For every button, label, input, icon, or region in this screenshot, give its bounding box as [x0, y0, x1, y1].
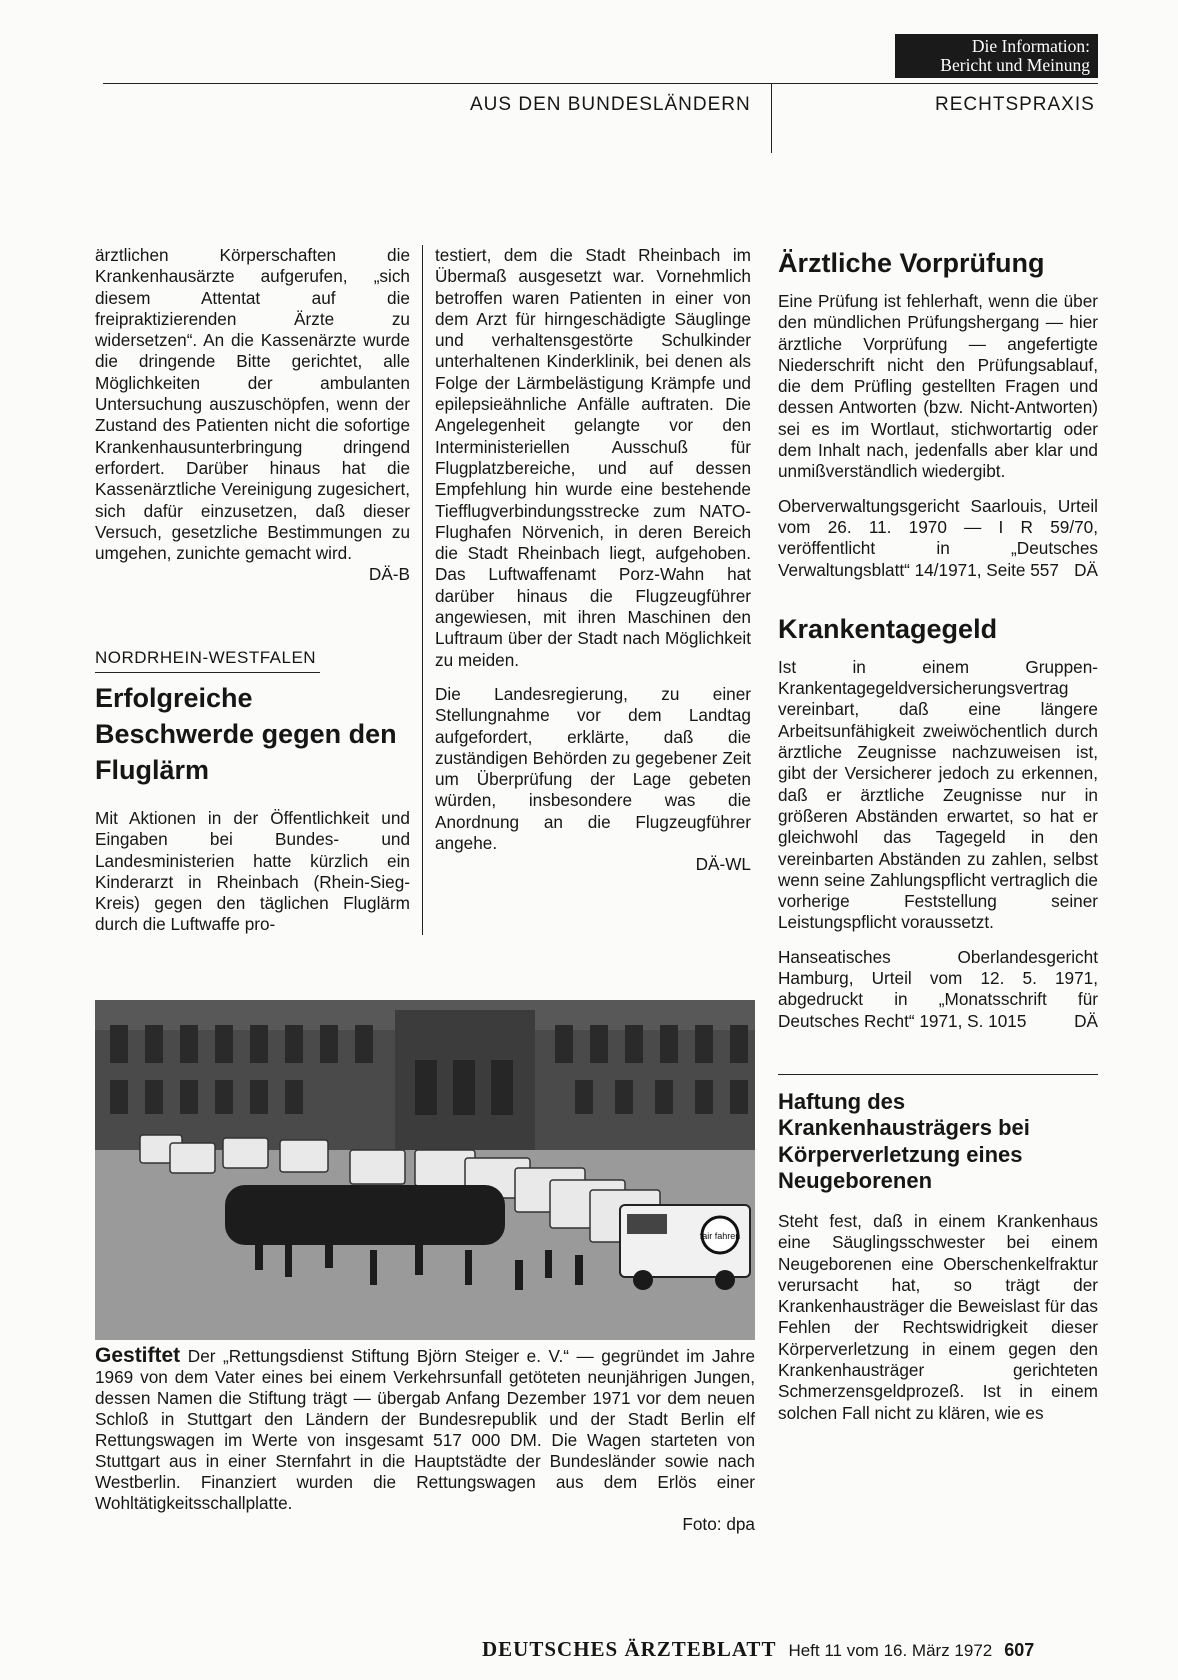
fluglaerm-paragraph-2: Die Landesregierung, zu einer Stellungnahme vor dem Landtag aufgefordert, erklärte, daß die zuständigen Behörden zu gegebener Zeit um Überprüfung der Lage gebeten würden, insbesondere was die Anordnung an die Flugzeugführer angehe. — [435, 683, 751, 854]
footer-journal: DEUTSCHES ÄRZTEBLATT — [482, 1637, 777, 1661]
fluglaerm-paragraph-1: testiert, dem die Stadt Rheinbach im Übermaß ausgesetzt war. Vornehmlich betroffen waren Patienten in einer von dem Arzt für hirngeschädigte Säuglinge und verhaltensgestörte Schulkinder unterhaltenen Kinderklinik, bei denen als Folge der Lärmbelästigung Krämpfe und epilepsieähnliche Anfälle auftraten. Die Angelegenheit gelangte vor den Interministeriellen Ausschuß für Flugplatzbereiche, und auf dessen Empfehlung hin wurde eine bestehende Tiefflugverbindungsstrecke zum NATO-Flughafen Nörvenich, in deren Bereich die Stadt Rheinbach liegt, aufgehoben. Das Luftwaffenamt Porz-Wahn hat darüber hinaus die Flugzeugführer angewiesen, mit ihren Maschinen den Luftraum über der Stadt nach Möglichkeit zu meiden. — [435, 245, 751, 670]
kicker-rule — [95, 672, 320, 673]
headline-haftung: Haftung des Krankenhausträgers bei Körperverletzung eines Neugeborenen — [778, 1088, 1030, 1194]
column-rule-1 — [422, 245, 423, 935]
header-rule — [103, 83, 1098, 84]
palace-scene-illustration — [95, 1000, 755, 1340]
signature-dae-wl: DÄ-WL — [695, 854, 751, 875]
krankentagegeld-citation: Hanseatisches Oberlandesgericht Hamburg, Urteil vom 12. 5. 1971, abgedruckt in „Monatsschrift für Deutsches Recht“ 1971, S. 1015 — [778, 946, 1098, 1031]
signature-krankentagegeld: DÄ — [1074, 1010, 1098, 1031]
signature-vorpruefung: DÄ — [1074, 559, 1098, 580]
vorpruefung-text: Eine Prüfung ist fehlerhaft, wenn die über den mündlichen Prüfungshergang — hier ärztliche Vorprüfung — angefertigte Niederschrift nicht den Prüfungsablauf, die dem Prüfling gestellten Fragen und dessen Antworten (bzw. Nicht-Antworten) sei es im Wortlaut, stichwortartig oder dem Inhalt nach, jedenfalls aber klar und unmißverständlich wiedergibt. — [778, 291, 1098, 482]
krankentagegeld-text: Ist in einem Gruppen-Krankentagegeldversicherungsvertrag vereinbart, daß eine längere Arbeitsunfähigkeit zweiwöchentlich durch ärztliche Zeugnisse nachzuweisen ist, gibt der Versicherer jedoch zu erkennen, daß er ärztliche Zeugnisse nur in größeren Abständen erwartet, so hat er gleichwohl das Tagegeld in den vereinbarten Abständen zu zahlen, selbst wenn seine Zahlungspflicht vertraglich die vorherige Feststellung seiner Leistungspflicht voraussetzt. — [778, 656, 1098, 933]
footer-issue: Heft 11 vom 16. März 1972 — [788, 1641, 993, 1660]
column-2 — [435, 245, 751, 876]
section-title-left: AUS DEN BUNDESLÄNDERN — [470, 94, 751, 115]
van-label: fair fahren — [699, 1231, 741, 1241]
photo-rettungswagen — [95, 1000, 755, 1340]
department-label — [895, 34, 1098, 78]
article-fluglaerm-body — [95, 808, 410, 936]
photo-caption — [95, 1345, 755, 1535]
header-divider — [771, 83, 772, 153]
department-label-line1: Die Information: — [971, 36, 1090, 56]
caption-text: Der „Rettungsdienst Stiftung Björn Steiger e. V.“ — gegründet im Jahre 1969 von dem Vater eines bei einem Verkehrsunfall getöteten neunjährigen Jungen, dessen Namen die Stiftung trägt — übergab Anfang Dezember 1971 vor dem neuen Schloß in Stuttgart den Ländern der Bundesrepublik und der Stadt Berlin elf Rettungswagen im Werte von insgesamt 517 000 DM. Die Wagen starteten von Stuttgart aus in einer Sternfahrt in die Hauptstädte der Bundesländer sowie nach Westberlin. Finanziert wurden die Rettungswagen aus dem Erlös einer Wohltätigkeitsschallplatte. — [95, 1346, 756, 1513]
kicker-nrw: NORDRHEIN-WESTFALEN — [95, 648, 317, 667]
headline-krankentagegeld: Krankentagegeld — [778, 613, 998, 644]
section-title-right: RECHTSPRAXIS — [935, 94, 1095, 115]
caption-heading: Gestiftet — [95, 1344, 181, 1367]
signature-dae-b: DÄ-B — [368, 564, 410, 585]
continuation-text: ärztlichen Körperschaften die Krankenhausärzte aufgerufen, „sich diesem Attentat auf die freipraktizierenden Ärzte zu widersetzen“. An die Kassenärzte wurde die dringende Bitte gerichtet, alle Möglichkeiten der ambulanten Untersuchung auszuschöpfen, wenn der Zustand des Patienten nicht die sofortige Krankenhausunterbringung dringend erfordert. Darüber hinaus hat die Kassenärztliche Vereinigung zugesichert, sich dafür einzusetzen, daß dieser Versuch, gesetzliche Bestimmungen zu umgehen, zunichte gemacht wird. — [95, 245, 410, 564]
department-label-line2: Bericht und Meinung — [940, 55, 1090, 75]
footer — [482, 1637, 1034, 1662]
haftung-text: Steht fest, daß in einem Krankenhaus eine Säuglingsschwester bei einem Neugeborenen eine Oberschenkelfraktur verursacht hat, so trägt der Krankenhausträger die Beweislast für das Fehlen der Rechtswidrigkeit dieser Körperverletzung in einem gegen den Krankenhausträger gerichteten Schmerzensgeldprozeß. Ist in einem solchen Fall nicht zu klären, wie es — [778, 1210, 1098, 1423]
headline-vorpruefung: Ärztliche Vorprüfung — [778, 248, 1045, 278]
column-3 — [778, 245, 1098, 1424]
headline-fluglaerm: Erfolgreiche Beschwerde gegen den Fluglärm — [95, 683, 397, 785]
photo-credit: Foto: dpa — [682, 1514, 755, 1534]
fluglaerm-intro: Mit Aktionen in der Öffentlichkeit und Eingaben bei Bundes- und Landesministerien hatte kürzlich ein Kinderarzt in Rheinbach (Rhein-Sieg-Kreis) gegen den täglichen Fluglärm durch die Luftwaffe pro- — [95, 808, 410, 935]
column-1-continuation — [95, 245, 410, 586]
haftung-rule — [778, 1074, 1098, 1075]
vorpruefung-citation: Oberverwaltungsgericht Saarlouis, Urteil vom 26. 11. 1970 — I R 59/70, veröffentlicht in „Deutsches Verwaltungsblatt“ 14/1971, Seite 557 — [778, 495, 1098, 580]
page-number: 607 — [1004, 1640, 1035, 1660]
